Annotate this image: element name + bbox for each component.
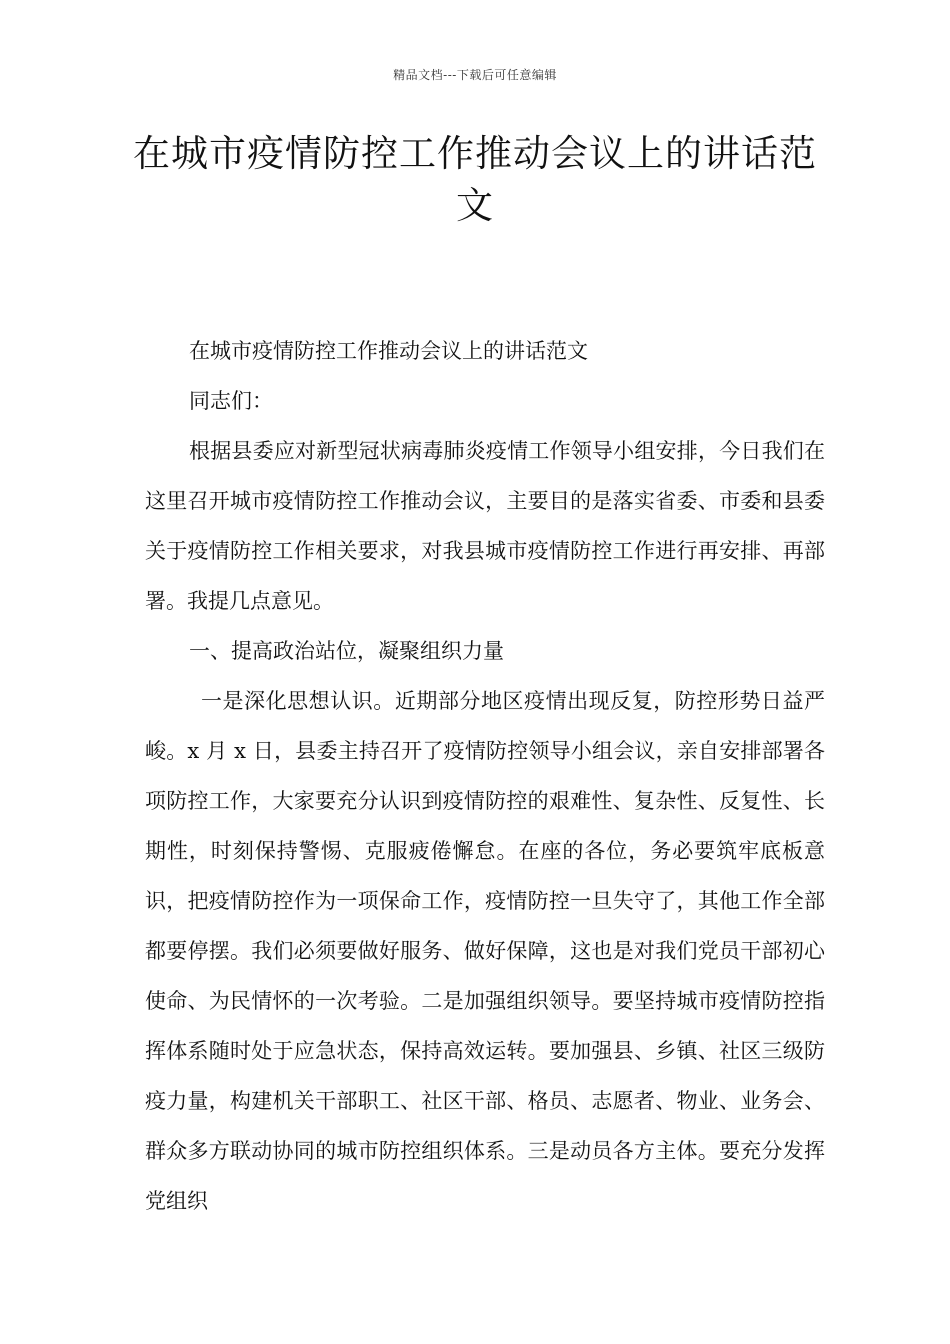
section-heading-1: 一、提高政治站位，凝聚组织力量 (189, 639, 504, 663)
paragraph-section-1: 一是深化思想认识。近期部分地区疫情出现反复，防控形势日益严峻。x 月 x 日，县委主持召开了疫情防控领导小组会议，亲自安排部署各项防控工作，大家要充分认识到疫情防控的艰难性、复杂性、反复性、长期性，时刻保持警惕、克服疲倦懈怠。在座的各位，务必要筑牢底板意识，把疫情防控作为一项保命工作，疫情防控一旦失守了，其他工作全部都要停摆。我们必须要做好服务、做好保障，这也是对我们党员干部初心使命、为民情怀的一次考验。二是加强组织领导。要坚持城市疫情防控指挥体系随时处于应急状态，保持高效运转。要加强县、乡镇、社区三级防疫力量，构建机关干部职工、社区干部、格员、志愿者、物业、业务会、群众多方联动协同的城市防控组织体系。三是动员各方主体。要充分发挥党组织 (145, 689, 825, 1213)
document-title: 在城市疫情防控工作推动会议上的讲话范文 (133, 132, 817, 227)
salutation: 同志们： (189, 389, 273, 413)
document-body (145, 326, 825, 1226)
subtitle-line: 在城市疫情防控工作推动会议上的讲话范文 (189, 339, 588, 363)
paragraph-intro: 根据县委应对新型冠状病毒肺炎疫情工作领导小组安排，今日我们在这里召开城市疫情防控工作推动会议，主要目的是落实省委、市委和县委关于疫情防控工作相关要求，对我县城市疫情防控工作进行再安排、再部署。我提几点意见。 (145, 439, 825, 613)
header-note: 精品文档---下载后可任意编辑 (393, 68, 557, 82)
